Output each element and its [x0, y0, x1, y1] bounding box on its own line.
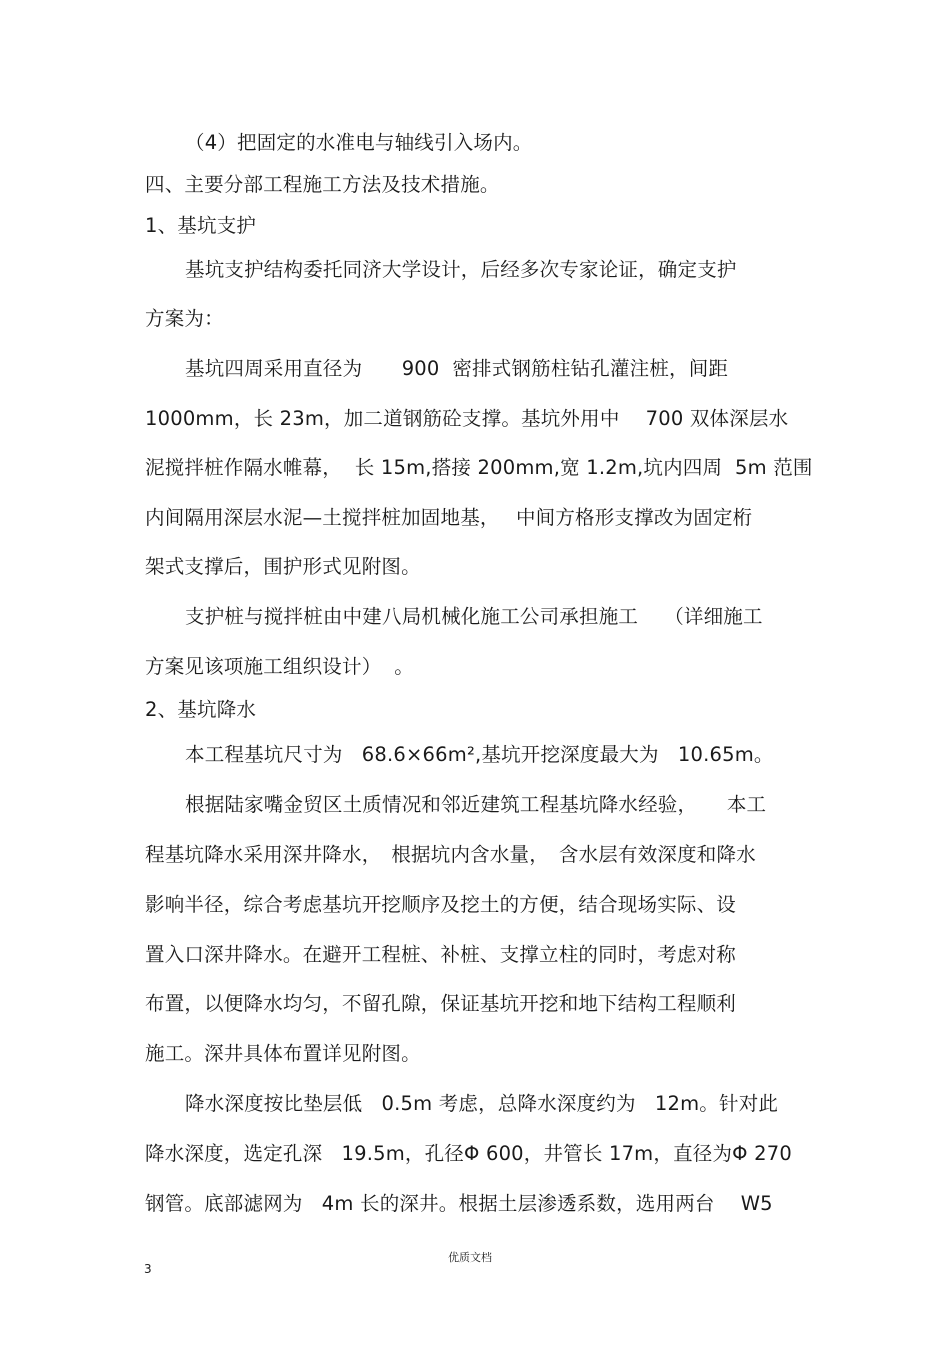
- paragraph-line: 本工程基坑尺寸为 68.6×66m²,基坑开挖深度最大为 10.65m。: [185, 743, 774, 766]
- paragraph-line: 根据陆家嘴金贸区土质情况和邻近建筑工程基坑降水经验， 本工: [185, 793, 767, 816]
- paragraph-line: 1000mm，长 23m，加二道钢筋砼支撑。基坑外用中 700 双体深层水: [145, 407, 789, 430]
- subsection-heading: 1、基坑支护: [145, 214, 257, 237]
- page-number: 3: [144, 1262, 152, 1276]
- paragraph-line: 布置，以便降水均匀，不留孔隙，保证基坑开挖和地下结构工程顺利: [145, 992, 737, 1015]
- paragraph-line: 方案见该项施工组织设计） 。: [145, 655, 414, 678]
- paragraph-line: 钢管。底部滤网为 4m 长的深井。根据土层渗透系数，选用两台 W5: [145, 1192, 773, 1215]
- paragraph-line: 程基坑降水采用深井降水， 根据坑内含水量， 含水层有效深度和降水: [145, 843, 756, 866]
- paragraph-line: 架式支撑后，围护形式见附图。: [145, 555, 421, 578]
- footer-text: 优质文档: [448, 1251, 492, 1264]
- paragraph-line: （4）把固定的水准电与轴线引入场内。: [185, 131, 533, 154]
- paragraph-line: 内间隔用深层水泥—土搅拌桩加固地基， 中间方格形支撑改为固定桁: [145, 506, 753, 529]
- paragraph-line: 支护桩与搅拌桩由中建八局机械化施工公司承担施工 （详细施工: [185, 605, 763, 628]
- paragraph-line: 置入口深井降水。在避开工程桩、补桩、支撑立柱的同时，考虑对称: [145, 943, 737, 966]
- section-heading: 四、主要分部工程施工方法及技术措施。: [145, 173, 500, 196]
- paragraph-line: 降水深度按比垫层低 0.5m 考虑，总降水深度约为 12m。针对此: [185, 1092, 779, 1115]
- paragraph-line: 基坑支护结构委托同济大学设计，后经多次专家论证，确定支护: [185, 258, 737, 281]
- paragraph-line: 降水深度，选定孔深 19.5m，孔径Φ 600，井管长 17m，直径为Φ 270: [145, 1142, 792, 1165]
- paragraph-line: 基坑四周采用直径为 900 密排式钢筋柱钻孔灌注桩，间距: [185, 357, 729, 380]
- paragraph-line: 施工。深井具体布置详见附图。: [145, 1042, 421, 1065]
- paragraph-line: 方案为：: [145, 307, 224, 330]
- paragraph-line: 泥搅拌桩作隔水帷幕， 长 15m,搭接 200mm,宽 1.2m,坑内四周 5m 范围: [145, 456, 813, 479]
- paragraph-line: 影响半径，综合考虑基坑开挖顺序及挖土的方便，结合现场实际、设: [145, 893, 737, 916]
- subsection-heading: 2、基坑降水: [145, 698, 257, 721]
